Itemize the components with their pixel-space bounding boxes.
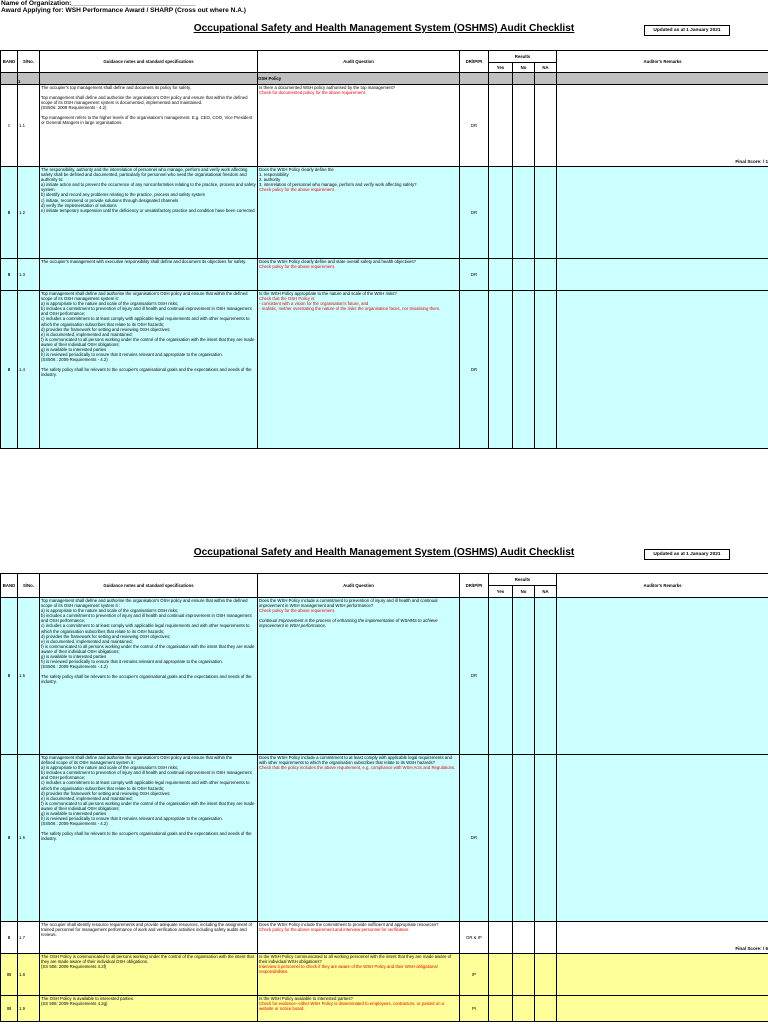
guidance-text: Top management shall define and authorise the organisation's OSH policy and ensure that within the defined scope of its OSH management system it : a) is appropriate to the nature and scale of the organisation's OSH risks; b) includes a commitment to prevention of injury and ill health and continual improvement in OSH management and OSH performance; c) includes a commitment to at least comply with applicable legal requirements and with other requirements to which the organisation subscribes that relate to its OSH hazards; d) provides the framework for setting and reviewing OSH objectives; e) is documented, implemented and maintained; f) is communicated to all persons working under the control of the organisation with the intent that they are made aware of their individual OSH obligations; g) is available to interested parties h) is reviewed periodically to ensure that it remains relevant and appropriate to the organisation. (SS506 : 2009 Requirements - 4.2) bbox=[41, 598, 255, 670]
band-cell: III bbox=[1, 996, 18, 1022]
question-text: Does the WSH Policy include a commitment to at least comply with applicable legal requirements and with other requirements to which the organisation subscribes that relate to its WSH hazards? bbox=[259, 755, 452, 766]
na-cell[interactable] bbox=[535, 167, 557, 259]
remarks-cell[interactable] bbox=[557, 291, 768, 449]
dr-cell: PI bbox=[460, 996, 489, 1022]
question-cell bbox=[258, 291, 460, 449]
yes-cell[interactable] bbox=[489, 167, 513, 259]
table-row bbox=[1, 996, 768, 1022]
header-remarks: Auditor's Remarks bbox=[557, 51, 768, 73]
remarks-cell[interactable] bbox=[557, 598, 768, 755]
header-yes: Yes bbox=[489, 586, 513, 598]
header-na: NA bbox=[535, 586, 557, 598]
question-text: Does the WSH Policy clearly define the 1. responsibility 2. authority 3. interrelation of personnel who manage, perform and verify work affecting safety? bbox=[259, 167, 417, 188]
section-row bbox=[1, 73, 768, 85]
sno-cell: 1.8 bbox=[18, 954, 40, 996]
guidance-text: The occupier's top management shall define and document its policy for safety. bbox=[41, 85, 192, 90]
remarks-cell[interactable] bbox=[557, 85, 768, 167]
guidance-text: The responsibility, authority and the interrelation of personnel who manage, perform and verify work affecting safety shall be defined and documented, particularly for personnel who need the organisational freedom and authority to: a) initiate action and to prevent the occurrence of any nonconformities relating to the practice, process and safety system b) identify and record any problems relating to the practice, process and safety system c) initiate, recommend or provide solutions through designated channels d) verify the implementation of solutions e) initiate temporary suspension until the deficiency or unsatisfactory practice and condition have been corrected bbox=[41, 167, 256, 213]
dr-cell: DR bbox=[460, 598, 489, 755]
header-question: Audit Question bbox=[258, 51, 460, 73]
guidance-cell bbox=[40, 167, 258, 259]
yes-cell[interactable] bbox=[489, 598, 513, 755]
dr-cell: DR bbox=[460, 259, 489, 291]
header-na: NA bbox=[535, 63, 557, 73]
guidance-text: The safety policy shall be relevant to the occupier's organisational goals and the expectations and needs of the industry. bbox=[41, 831, 252, 842]
award-applying-line: Award Applying for: WSH Performance Award / SHARP (Cross out where N.A.) bbox=[1, 7, 246, 14]
guidance-cell bbox=[40, 259, 258, 291]
guidance-cell bbox=[40, 954, 258, 996]
question-cell bbox=[258, 598, 460, 755]
header-yes: Yes bbox=[489, 63, 513, 73]
question-cell bbox=[258, 167, 460, 259]
page-title-text: Occupational Safety and Health Management System (OSHMS) Audit Checklist bbox=[193, 547, 575, 558]
check-text: Check for documented policy for the above requirement. bbox=[259, 90, 367, 96]
guidance-cell bbox=[40, 755, 258, 922]
band-cell: II bbox=[1, 291, 18, 449]
no-cell[interactable] bbox=[513, 167, 535, 259]
header-no: No bbox=[513, 586, 535, 598]
header-guidance: Guidance notes and standard specifications bbox=[40, 574, 258, 598]
question-cell bbox=[258, 85, 460, 167]
check-text: Check policy for the above requirement and interview personnel for verification. bbox=[259, 927, 410, 933]
guidance-cell bbox=[40, 291, 258, 449]
na-cell[interactable] bbox=[535, 922, 557, 954]
na-cell[interactable] bbox=[535, 85, 557, 167]
no-cell[interactable] bbox=[513, 291, 535, 449]
na-cell[interactable] bbox=[535, 755, 557, 922]
band-cell: II bbox=[1, 922, 18, 954]
sno-cell: 1.9 bbox=[18, 996, 40, 1022]
updated-box-2: Updated as at 1 January 2021 bbox=[644, 549, 730, 560]
no-cell[interactable] bbox=[513, 259, 535, 291]
table-row bbox=[1, 954, 768, 996]
guidance-text: The OSH Policy is communicated to all persons working under the control of the organisation with the intent that they are made aware of their individual OSH obligations. (SS 506: 2009 Requirements 4.2f) bbox=[41, 954, 254, 970]
yes-cell[interactable] bbox=[489, 755, 513, 922]
guidance-cell bbox=[40, 85, 258, 167]
band-cell: II bbox=[1, 167, 18, 259]
guidance-cell bbox=[40, 598, 258, 755]
note-text: Continual Improvement is the process of enhancing the implementation of WSHMS to achieve improvement in WSH performance. bbox=[259, 618, 438, 629]
na-cell[interactable] bbox=[535, 259, 557, 291]
remarks-cell[interactable] bbox=[557, 259, 768, 291]
updated-box: Updated as at 1 January 2021 bbox=[644, 25, 730, 36]
checklist-table-page1 bbox=[0, 50, 768, 449]
section-dr-empty bbox=[460, 73, 489, 85]
sno-cell: 1.6 bbox=[18, 755, 40, 922]
question-text: Does the WSH Policy include a commitment to prevention of injury and ill health and continual improvement in WSH management and WSH performance? bbox=[259, 598, 438, 609]
question-text: Is there a documented WSH policy authorised by the top management? bbox=[259, 85, 396, 90]
guidance-text: Top management refers to the higher levels of the organisation's management. E.g. CEO, COO, Vice President or General Mangers in large organisations. bbox=[41, 115, 253, 126]
header-question: Audit Question bbox=[258, 574, 460, 598]
dr-cell: DR bbox=[460, 85, 489, 167]
check-text: Check policy for the above requirement. bbox=[259, 608, 335, 614]
table-row bbox=[1, 755, 768, 922]
remarks-cell[interactable] bbox=[557, 755, 768, 922]
org-name-line: Name of Organization:__________________________________ bbox=[1, 0, 197, 7]
section-guidance-empty bbox=[40, 73, 258, 85]
band-cell: II bbox=[1, 598, 18, 755]
header-sno: S/No. bbox=[18, 51, 40, 73]
table-row bbox=[1, 598, 768, 755]
question-text: Is the WSH Policy available to interested parties? bbox=[259, 996, 353, 1001]
section-label: OSH Policy bbox=[258, 73, 460, 85]
no-cell[interactable] bbox=[513, 85, 535, 167]
sno-cell: 1.7 bbox=[18, 922, 40, 954]
table-row bbox=[1, 85, 768, 167]
yes-cell[interactable] bbox=[489, 291, 513, 449]
table-row bbox=[1, 291, 768, 449]
sno-cell: 1.1 bbox=[18, 85, 40, 167]
header-dr: DR/IP/PI bbox=[460, 51, 489, 73]
section-number: 1 bbox=[18, 73, 40, 85]
check-text: Check for evidence- either WSH Policy is disseminated to employees, contractors, or posted on a website or notice board. bbox=[259, 1001, 445, 1012]
na-cell[interactable] bbox=[535, 291, 557, 449]
no-cell[interactable] bbox=[513, 755, 535, 922]
question-cell bbox=[258, 755, 460, 922]
header-results: Results bbox=[489, 574, 557, 586]
question-text: Is the WSH Policy appropriate to the nature and scale of the WSH risks? bbox=[259, 291, 397, 296]
header-band: BAND bbox=[1, 51, 18, 73]
question-text: Is the WSH Policy communicated to all working personnel with the intent that they are made aware of their individual WSH obligations? bbox=[259, 954, 452, 965]
no-cell[interactable] bbox=[513, 954, 535, 996]
section-yes-empty bbox=[489, 73, 513, 85]
question-text: Does the WSH Policy include the commitment to provide sufficient and appropriate resources? bbox=[259, 922, 439, 927]
section-no-empty bbox=[513, 73, 535, 85]
na-cell[interactable] bbox=[535, 996, 557, 1022]
section-band bbox=[1, 73, 18, 85]
guidance-cell bbox=[40, 996, 258, 1022]
remarks-cell[interactable] bbox=[557, 954, 768, 996]
question-cell bbox=[258, 996, 460, 1022]
question-text: Does the WSH Policy clearly define and state overall safety and health objectives? bbox=[259, 259, 416, 264]
sno-cell: 1.3 bbox=[18, 259, 40, 291]
page-title-text: Occupational Safety and Health Management System (OSHMS) Audit Checklist bbox=[193, 23, 575, 34]
yes-cell[interactable] bbox=[489, 85, 513, 167]
remarks-cell[interactable] bbox=[557, 167, 768, 259]
guidance-text: Top management shall define and authorise the organisation's OSH policy and ensure that within the defined scope of its OSH management system it : a) is appropriate to the nature and scale of the organisation's OSH risks; b) includes a commitment to prevention of injury and ill health and continual improvement in OSH management and OSH performance; c) includes a commitment to at least comply with applicable legal requirements and with other requirements to which the organisation subscribes that relate to its OSH hazards; d) provides the framework for setting and reviewing OSH objectives; e) is documented, implemented and maintained; f) is communicated to all persons working under the control of the organisation with the intent that they are made aware of their individual OSH obligations; g) is available to interested parties h) is reviewed periodically to ensure that it remains relevant and appropriate to the organisation. (SS506 : 2009 Requirements - 4.2) bbox=[41, 755, 255, 827]
header-no: No bbox=[513, 63, 535, 73]
dr-cell: DR bbox=[460, 167, 489, 259]
yes-cell[interactable] bbox=[489, 922, 513, 954]
header-guidance: Guidance notes and standard specifications bbox=[40, 51, 258, 73]
guidance-text: The safety policy shall be relevant to the occupier's organisational goals and the expectations and needs of the industry. bbox=[41, 367, 252, 378]
question-cell bbox=[258, 954, 460, 996]
guidance-text: Top management shall define and authorise the organisation's OSH policy and ensure that within the defined scope of its OSH management system it: a) is appropriate to the nature and scale of the organisation's OSH risks; b) includes a commitment to prevention of injury and ill health and continual improvement in OSH management and OSH performance; c) includes a commitment to at least comply with applicable legal requirements and with other requirements to which the organisation subscribes that relate to its OSH hazards; d) provides the framework for setting and reviewing OSH objectives; e) is documented, implemented and maintained; f) is communicated to all persons working under the control of the organisation with the intent that they are made aware of their individual OSH obligations; g) is available to interested parties h) is reviewed periodically to ensure that it remains relevant and appropriate to the organisation. (SS506 : 2009 Requirements - 4.2) bbox=[41, 291, 255, 363]
header-sno: S/No. bbox=[18, 574, 40, 598]
no-cell[interactable] bbox=[513, 598, 535, 755]
no-cell[interactable] bbox=[513, 996, 535, 1022]
check-text: Check policy for the above requirement. bbox=[259, 187, 335, 193]
final-score-2: Final Score: / 6 bbox=[735, 946, 768, 951]
yes-cell[interactable] bbox=[489, 259, 513, 291]
band-cell: I bbox=[1, 85, 18, 167]
guidance-text: The OSH Policy is available to interested parties. (SS 506: 2009 Requirements 4.2g) bbox=[41, 996, 135, 1007]
no-cell[interactable] bbox=[513, 922, 535, 954]
guidance-text: Top management shall define and authorise the organisation's OSH policy and ensure that within the defined scope of its OSH management system is documented, implemented and maintained. (SS506: 2009 Requirements - 4.2) bbox=[41, 95, 248, 111]
band-cell: II bbox=[1, 755, 18, 922]
guidance-text: The occupier's management with executive responsibility shall define and document its objectives for safety. bbox=[41, 259, 247, 264]
checklist-table-page2 bbox=[0, 573, 768, 1022]
na-cell[interactable] bbox=[535, 954, 557, 996]
section-remarks-empty bbox=[557, 73, 768, 85]
question-cell bbox=[258, 922, 460, 954]
header-results: Results bbox=[489, 51, 557, 63]
na-cell[interactable] bbox=[535, 598, 557, 755]
dr-cell: IP bbox=[460, 954, 489, 996]
section-na-empty bbox=[535, 73, 557, 85]
guidance-text: The safety policy shall be relevant to the occupier's organisational goals and the expectations and needs of the industry. bbox=[41, 674, 252, 685]
table-row bbox=[1, 922, 768, 954]
header-remarks: Auditor's Remarks bbox=[557, 574, 768, 598]
yes-cell[interactable] bbox=[489, 954, 513, 996]
header-band: BAND bbox=[1, 574, 18, 598]
band-cell: II bbox=[1, 259, 18, 291]
dr-cell: DR bbox=[460, 291, 489, 449]
dr-cell: DR bbox=[460, 755, 489, 922]
table-row bbox=[1, 167, 768, 259]
check-text: Check policy for the above requirement. bbox=[259, 264, 335, 270]
dr-cell: DR & IP bbox=[460, 922, 489, 954]
yes-cell[interactable] bbox=[489, 996, 513, 1022]
header-dr: DR/IP/PI bbox=[460, 574, 489, 598]
final-score-1: Final Score: / 1 bbox=[735, 159, 768, 164]
table-row bbox=[1, 259, 768, 291]
remarks-cell[interactable] bbox=[557, 996, 768, 1022]
sno-cell: 1.2 bbox=[18, 167, 40, 259]
sno-cell: 1.5 bbox=[18, 598, 40, 755]
question-cell bbox=[258, 259, 460, 291]
check-text: Check that the policy includes the above requirement, e.g. compliance with WSH Acts and Regulations. bbox=[259, 765, 456, 771]
guidance-text: The occupier shall identify resource requirements and provide adequate resources, including the assignment of trained personnel for management performance of work and verification activities including safety audits and reviews. bbox=[41, 922, 253, 938]
remarks-cell[interactable] bbox=[557, 922, 768, 954]
check-text: Check that the OSH Policy is: - consistent with a vision for the organisation's future, and - realistic, neither overstating the nature of the risks the organisation faces, nor trivialising them. bbox=[259, 296, 441, 312]
band-cell: III bbox=[1, 954, 18, 996]
check-text: Interview 3 personnel to check if they are aware of the WSH Policy and their WSH obligations/ responsibilities. bbox=[259, 964, 438, 975]
sno-cell: 1.4 bbox=[18, 291, 40, 449]
guidance-cell bbox=[40, 922, 258, 954]
